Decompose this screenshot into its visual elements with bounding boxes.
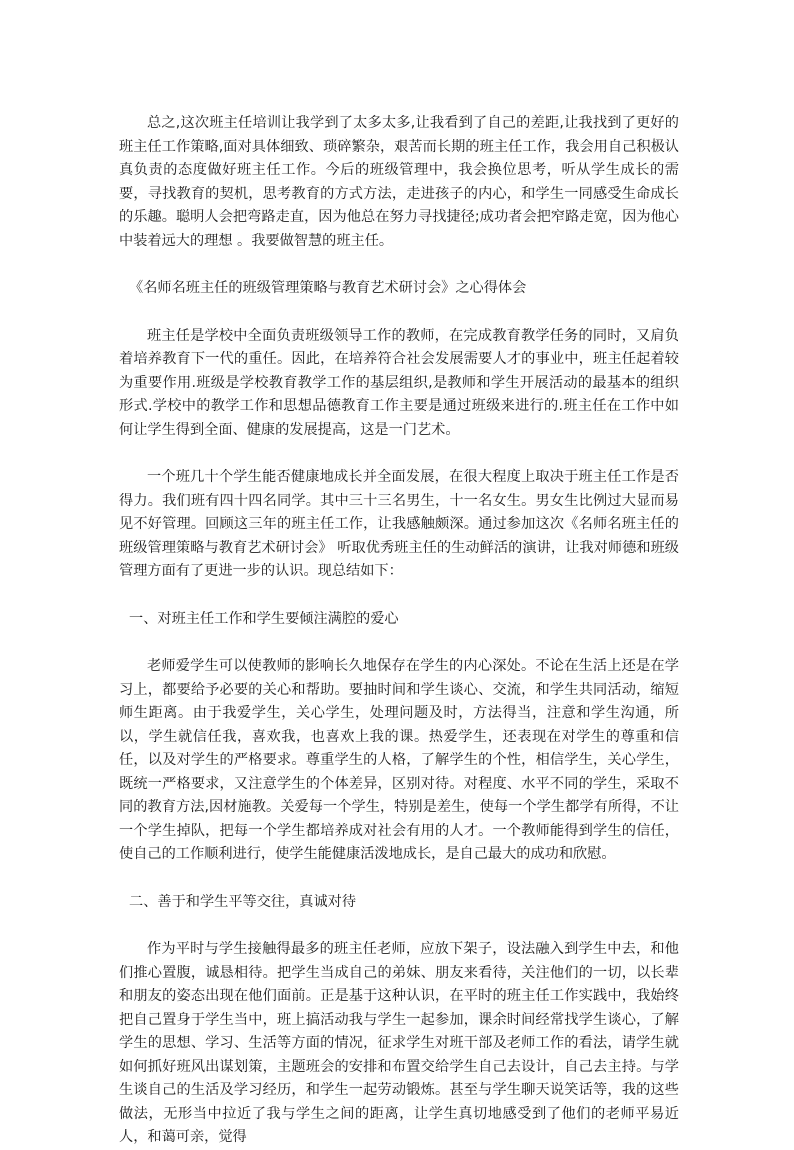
subheading-equality: 二、善于和学生平等交往，真诚对待 (129, 893, 357, 910)
document-body (119, 112, 679, 1150)
subheading-love: 一、对班主任工作和学生要倾注满腔的爱心 (129, 610, 399, 627)
paragraph-summary: 总之,这次班主任培训让我学到了太多太多,让我看到了自己的差距,让我找到了更好的班主任工作策略,面对具体细致、琐碎繁杂，艰苦而长期的班主任工作，我会用自己积极认真负责的态度做好班主任工作。今后的班级管理中，我会换位思考，听从学生成长的需要，寻找教育的契机，思考教育的方式方法，走进孩子的内心，和学生一同感受生命成长的乐趣。聪明人会把弯路走直，因为他总在努力寻找捷径;成功者会把窄路走宽，因为他心中装着远大的理想 。我要做智慧的班主任。 (119, 115, 679, 249)
paragraph-equality: 作为平时与学生接触得最多的班主任老师，应放下架子，设法融入到学生中去，和他们推心置腹，诚恳相待。把学生当成自己的弟妹、朋友来看待，关注他们的一切，以长辈和朋友的姿态出现在他们面前。正是基于这种认识，在平时的班主任工作实践中，我始终把自己置身于学生当中，班上搞活动我与学生一起参加，课余时间经常找学生谈心，了解学生的思想、学习、生活等方面的情况，征求学生对班干部及老师工作的看法，请学生就如何抓好班风出谋划策，主题班会的安排和布置交给学生自己去设计，自己去主持。与学生谈自己的生活及学习经历，和学生一起劳动锻炼。甚至与学生聊天说笑话等，我的这些做法，无形当中拉近了我与学生之间的距离，让学生真切地感受到了他们的老师平易近人，和蔼可亲，觉得 (119, 941, 679, 1145)
paragraph-love: 老师爱学生可以使教师的影响长久地保存在学生的内心深处。不论在生活上还是在学习上，都要给予必要的关心和帮助。要抽时间和学生谈心、交流，和学生共同活动，缩短师生距离。由于我爱学生，关心学生，处理问题及时，方法得当，注意和学生沟通，所以，学生就信任我，喜欢我，也喜欢上我的课。热爱学生，还表现在对学生的尊重和信任，以及对学生的严格要求。尊重学生的人格，了解学生的个性，相信学生，关心学生，既统一严格要求，又注意学生的个体差异，区别对待。对程度、水平不同的学生，采取不同的教育方法,因材施教。关爱每一个学生，特别是差生，使每一个学生都学有所得，不让一个学生掉队，把每一个学生都培养成对社会有用的人才。一个教师能得到学生的信任，使自己的工作顺利进行，使学生能健康活泼地成长，是自己最大的成功和欣慰。 (119, 658, 679, 862)
section-title: 《名师名班主任的班级管理策略与教育艺术研讨会》之心得体会 (129, 280, 527, 296)
paragraph-intro: 班主任是学校中全面负责班级领导工作的教师，在完成教育教学任务的同时，又肩负着培养教育下一代的重任。因此，在培养符合社会发展需要人才的事业中，班主任起着较为重要作用.班级是学校教育教学工作的基层组织,是教师和学生开展活动的最基本的组织形式.学校中的教学工作和思想品德教育工作主要是通过班级来进行的.班主任在工作中如何让学生得到全面、健康的发展提高，这是一门艺术。 (119, 327, 679, 438)
paragraph-class-overview: 一个班几十个学生能否健康地成长并全面发展，在很大程度上取决于班主任工作是否得力。我们班有四十四名同学。其中三十三名男生，十一名女生。男女生比例过大显而易见不好管理。回顾这三年的班主任工作，让我感触颇深。通过参加这次《名师名班主任的班级管理策略与教育艺术研讨会》 听取优秀班主任的生动鲜活的演讲，让我对师德和班级管理方面有了更进一步的认识。现总结如下： (119, 469, 679, 579)
